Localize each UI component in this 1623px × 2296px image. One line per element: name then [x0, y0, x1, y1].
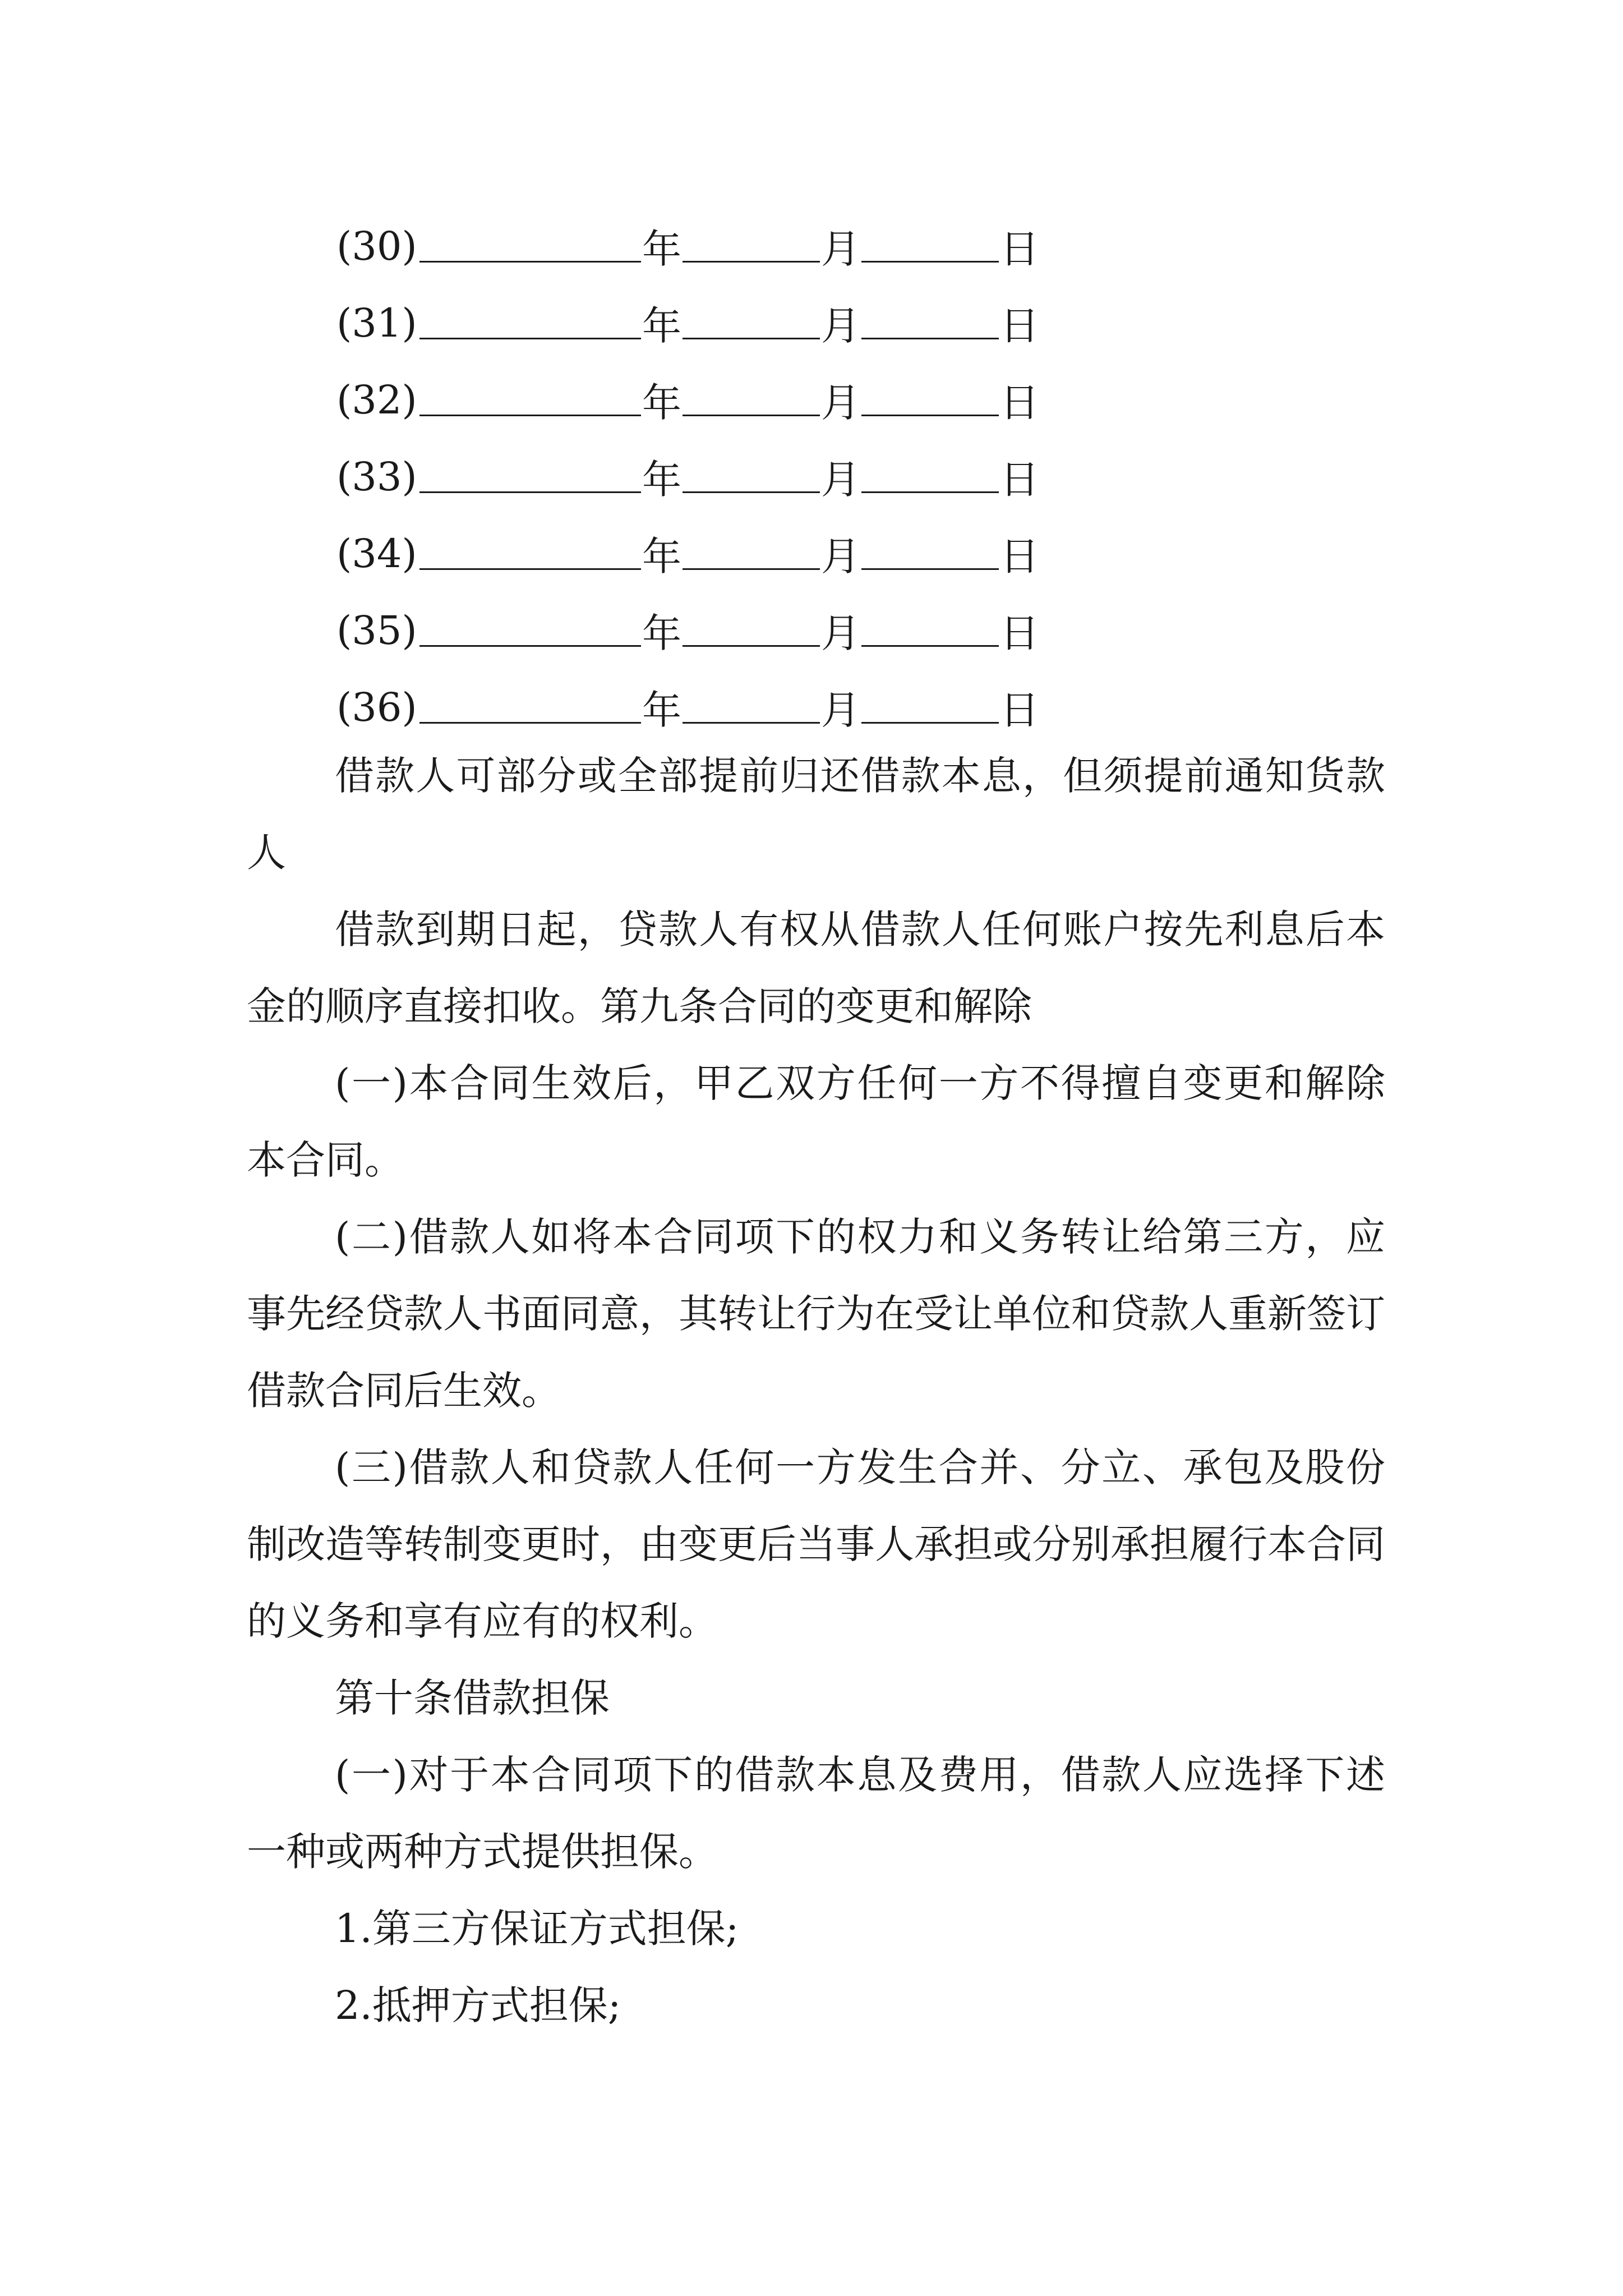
month-blank	[683, 608, 820, 647]
month-label: 月	[821, 226, 860, 272]
date-row	[336, 669, 1040, 746]
year-blank	[419, 378, 641, 416]
month-blank	[683, 224, 820, 263]
day-blank	[861, 685, 999, 724]
date-row-number: (35)	[336, 607, 417, 654]
month-label: 月	[821, 380, 860, 426]
year-label: 年	[642, 303, 681, 349]
date-row-number: (31)	[336, 300, 417, 346]
day-label: 日	[1000, 303, 1039, 349]
year-label: 年	[642, 533, 681, 579]
date-row	[336, 592, 1040, 669]
year-blank	[419, 608, 641, 647]
year-label: 年	[642, 610, 681, 656]
date-row	[336, 208, 1040, 284]
date-row-number: (34)	[336, 530, 417, 577]
month-blank	[683, 531, 820, 570]
month-label: 月	[821, 610, 860, 656]
month-label: 月	[821, 533, 860, 579]
clause-9-item-1: (一)本合同生效后，甲乙双方任何一方不得擅自变更和解除本合同。	[247, 1060, 1385, 1183]
month-blank	[683, 301, 820, 339]
date-row	[336, 361, 1040, 438]
clause-9-item-2: (二)借款人如将本合同项下的权力和义务转让给第三方，应事先经贷款人书面同意，其转让行为在受让单位和贷款人重新签订借款合同后生效。	[247, 1214, 1385, 1414]
month-label: 月	[821, 687, 860, 733]
month-blank	[683, 378, 820, 416]
guarantee-option-1: 1.第三方保证方式担保;	[335, 1906, 739, 1952]
day-blank	[861, 531, 999, 570]
contract-body-text	[247, 738, 1385, 2044]
day-label: 日	[1000, 226, 1039, 272]
day-blank	[861, 301, 999, 339]
date-row	[336, 284, 1040, 361]
repayment-date-list	[336, 208, 1040, 746]
day-label: 日	[1000, 380, 1039, 426]
month-blank	[683, 685, 820, 724]
date-row-number: (32)	[336, 376, 417, 423]
year-label: 年	[642, 226, 681, 272]
month-blank	[683, 454, 820, 493]
day-label: 日	[1000, 457, 1039, 503]
date-row-number: (30)	[336, 223, 417, 269]
year-blank	[419, 531, 641, 570]
clause-10-item-1: (一)对于本合同项下的借款本息及费用，借款人应选择下述一种或两种方式提供担保。	[247, 1752, 1385, 1875]
date-row-number: (33)	[336, 453, 417, 500]
clause-10-heading: 第十条借款担保	[335, 1675, 610, 1721]
date-row	[336, 438, 1040, 515]
day-label: 日	[1000, 610, 1039, 656]
year-label: 年	[642, 457, 681, 503]
year-blank	[419, 224, 641, 263]
month-label: 月	[821, 457, 860, 503]
day-label: 日	[1000, 533, 1039, 579]
year-blank	[419, 301, 641, 339]
deduction-paragraph: 借款到期日起，贷款人有权从借款人任何账户按先利息后本金的顺序直接扣收。第九条合同的变更和解除	[247, 907, 1385, 1029]
day-blank	[861, 378, 999, 416]
year-blank	[419, 685, 641, 724]
month-label: 月	[821, 303, 860, 349]
clause-9-item-3: (三)借款人和贷款人任何一方发生合并、分立、承包及股份制改造等转制变更时，由变更后当事人承担或分别承担履行本合同的义务和享有应有的权利。	[247, 1444, 1385, 1644]
day-blank	[861, 224, 999, 263]
guarantee-option-2: 2.抵押方式担保;	[335, 1982, 621, 2028]
year-label: 年	[642, 380, 681, 426]
day-label: 日	[1000, 687, 1039, 733]
year-blank	[419, 454, 641, 493]
day-blank	[861, 608, 999, 647]
prepayment-paragraph: 借款人可部分或全部提前归还借款本息，但须提前通知货款人	[247, 753, 1385, 876]
date-row	[336, 515, 1040, 592]
day-blank	[861, 454, 999, 493]
year-label: 年	[642, 687, 681, 733]
date-row-number: (36)	[336, 684, 417, 730]
